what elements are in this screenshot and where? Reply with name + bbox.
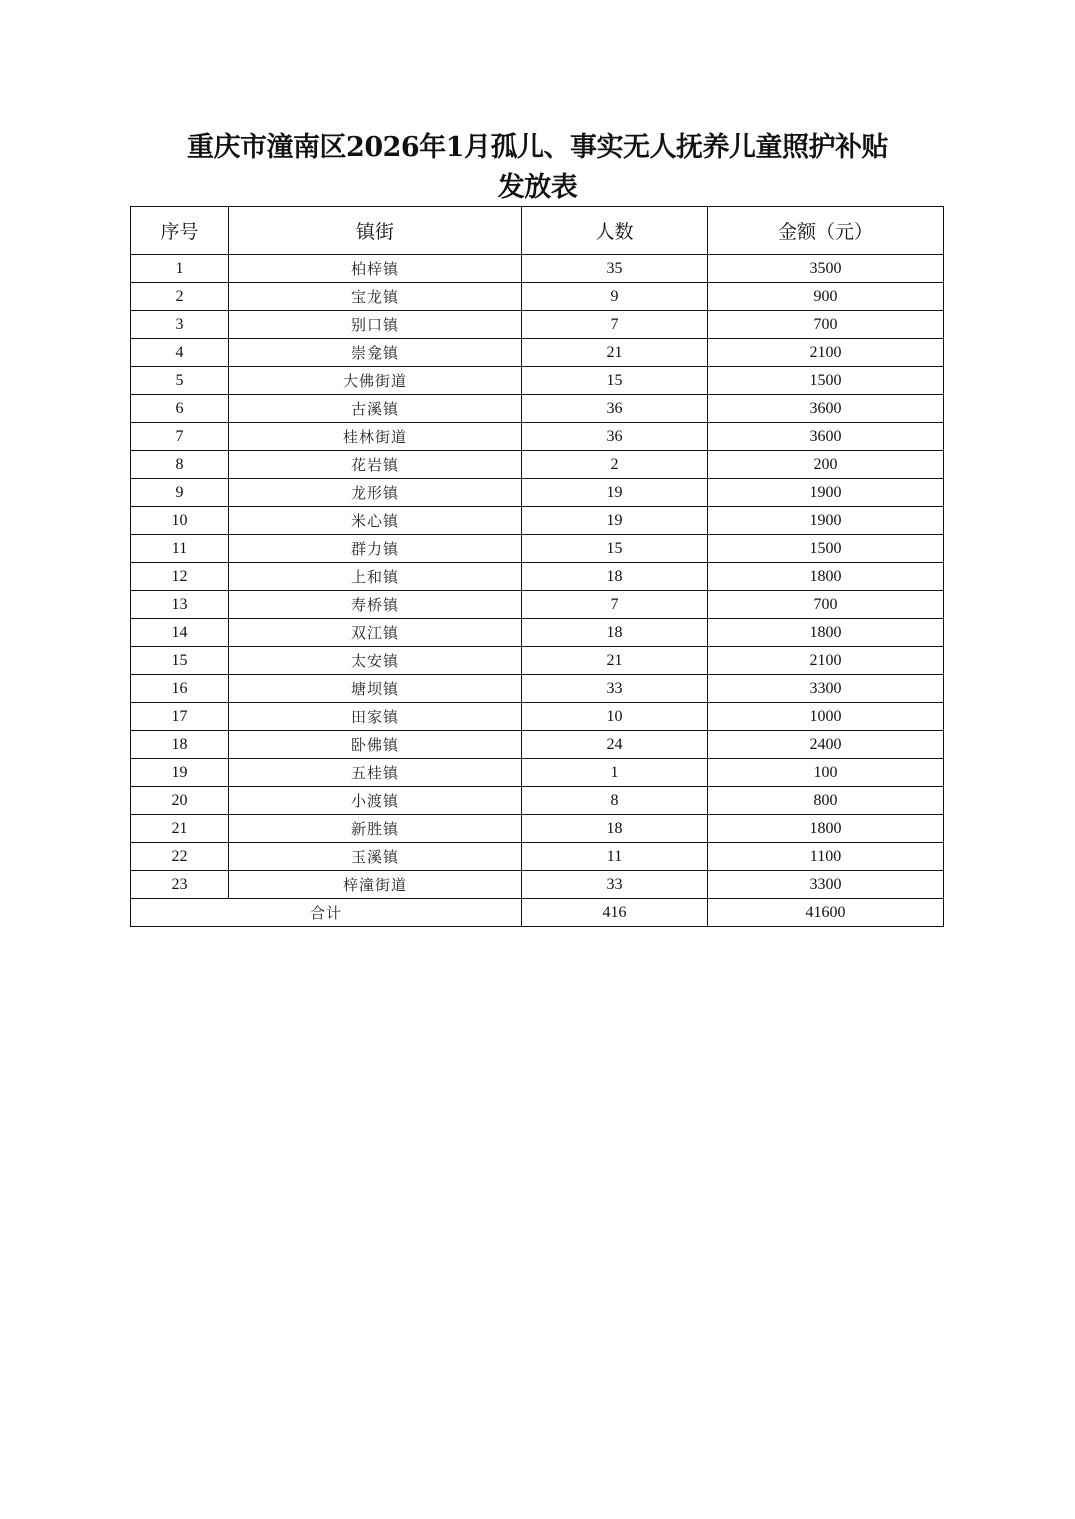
cell-amount: 800 xyxy=(708,787,944,815)
cell-no: 1 xyxy=(131,255,229,283)
cell-town: 卧佛镇 xyxy=(229,731,522,759)
cell-amount: 3300 xyxy=(708,675,944,703)
cell-count: 36 xyxy=(522,395,708,423)
cell-amount: 1800 xyxy=(708,563,944,591)
cell-amount: 700 xyxy=(708,591,944,619)
cell-town: 寿桥镇 xyxy=(229,591,522,619)
cell-count: 10 xyxy=(522,703,708,731)
table-row xyxy=(131,479,944,507)
title-line-2: 发放表 xyxy=(497,172,578,203)
table-row xyxy=(131,507,944,535)
cell-no: 11 xyxy=(131,535,229,563)
cell-count: 19 xyxy=(522,507,708,535)
table-row xyxy=(131,339,944,367)
cell-amount: 1800 xyxy=(708,619,944,647)
cell-amount: 100 xyxy=(708,759,944,787)
cell-amount: 1900 xyxy=(708,507,944,535)
table-row xyxy=(131,759,944,787)
cell-count: 15 xyxy=(522,535,708,563)
cell-no: 13 xyxy=(131,591,229,619)
cell-count: 33 xyxy=(522,675,708,703)
cell-amount: 900 xyxy=(708,283,944,311)
table-row xyxy=(131,367,944,395)
cell-count: 7 xyxy=(522,311,708,339)
cell-no: 14 xyxy=(131,619,229,647)
header-count: 人数 xyxy=(522,207,708,255)
cell-no: 22 xyxy=(131,843,229,871)
total-row xyxy=(131,899,944,927)
cell-amount: 200 xyxy=(708,451,944,479)
cell-no: 6 xyxy=(131,395,229,423)
cell-town: 米心镇 xyxy=(229,507,522,535)
document-title xyxy=(0,128,1075,208)
cell-amount: 1900 xyxy=(708,479,944,507)
cell-no: 7 xyxy=(131,423,229,451)
cell-amount: 1500 xyxy=(708,367,944,395)
table-row xyxy=(131,815,944,843)
cell-no: 23 xyxy=(131,871,229,899)
cell-town: 双江镇 xyxy=(229,619,522,647)
table-body xyxy=(131,255,944,899)
cell-amount: 700 xyxy=(708,311,944,339)
table-row xyxy=(131,423,944,451)
cell-count: 7 xyxy=(522,591,708,619)
header-no: 序号 xyxy=(131,207,229,255)
cell-town: 田家镇 xyxy=(229,703,522,731)
cell-amount: 2100 xyxy=(708,647,944,675)
title-line-1: 重庆市潼南区2026年1月孤儿、事实无人抚养儿童照护补贴 xyxy=(187,132,888,163)
cell-town: 玉溪镇 xyxy=(229,843,522,871)
cell-town: 柏梓镇 xyxy=(229,255,522,283)
table-row xyxy=(131,619,944,647)
cell-no: 20 xyxy=(131,787,229,815)
cell-count: 2 xyxy=(522,451,708,479)
table-row xyxy=(131,787,944,815)
cell-town: 古溪镇 xyxy=(229,395,522,423)
cell-count: 21 xyxy=(522,339,708,367)
total-amount: 41600 xyxy=(708,899,944,927)
cell-no: 17 xyxy=(131,703,229,731)
cell-amount: 3500 xyxy=(708,255,944,283)
cell-count: 18 xyxy=(522,563,708,591)
cell-amount: 2400 xyxy=(708,731,944,759)
cell-no: 19 xyxy=(131,759,229,787)
cell-town: 梓潼街道 xyxy=(229,871,522,899)
cell-town: 上和镇 xyxy=(229,563,522,591)
table-header-row xyxy=(131,207,944,255)
cell-no: 21 xyxy=(131,815,229,843)
cell-amount: 3600 xyxy=(708,423,944,451)
cell-town: 五桂镇 xyxy=(229,759,522,787)
cell-count: 33 xyxy=(522,871,708,899)
cell-count: 18 xyxy=(522,619,708,647)
table-row xyxy=(131,591,944,619)
cell-town: 大佛街道 xyxy=(229,367,522,395)
table-row xyxy=(131,451,944,479)
table-row xyxy=(131,283,944,311)
subsidy-table xyxy=(130,206,944,927)
cell-amount: 1100 xyxy=(708,843,944,871)
cell-no: 18 xyxy=(131,731,229,759)
cell-count: 8 xyxy=(522,787,708,815)
cell-count: 35 xyxy=(522,255,708,283)
cell-town: 新胜镇 xyxy=(229,815,522,843)
cell-no: 5 xyxy=(131,367,229,395)
header-amount: 金额（元） xyxy=(708,207,944,255)
cell-count: 36 xyxy=(522,423,708,451)
cell-town: 花岩镇 xyxy=(229,451,522,479)
cell-no: 2 xyxy=(131,283,229,311)
cell-amount: 1800 xyxy=(708,815,944,843)
table-row xyxy=(131,843,944,871)
cell-town: 塘坝镇 xyxy=(229,675,522,703)
cell-town: 别口镇 xyxy=(229,311,522,339)
cell-no: 3 xyxy=(131,311,229,339)
cell-no: 8 xyxy=(131,451,229,479)
table-row xyxy=(131,871,944,899)
table-row xyxy=(131,255,944,283)
cell-count: 19 xyxy=(522,479,708,507)
header-town: 镇街 xyxy=(229,207,522,255)
cell-count: 15 xyxy=(522,367,708,395)
cell-no: 15 xyxy=(131,647,229,675)
cell-no: 9 xyxy=(131,479,229,507)
cell-amount: 1000 xyxy=(708,703,944,731)
table-row xyxy=(131,311,944,339)
table-row xyxy=(131,731,944,759)
total-count: 416 xyxy=(522,899,708,927)
cell-town: 太安镇 xyxy=(229,647,522,675)
total-label: 合计 xyxy=(131,899,522,927)
cell-amount: 1500 xyxy=(708,535,944,563)
table-row xyxy=(131,535,944,563)
cell-amount: 3600 xyxy=(708,395,944,423)
cell-amount: 3300 xyxy=(708,871,944,899)
cell-count: 1 xyxy=(522,759,708,787)
cell-town: 崇龛镇 xyxy=(229,339,522,367)
table-row xyxy=(131,675,944,703)
table-row xyxy=(131,395,944,423)
cell-town: 小渡镇 xyxy=(229,787,522,815)
cell-count: 24 xyxy=(522,731,708,759)
cell-no: 16 xyxy=(131,675,229,703)
cell-count: 21 xyxy=(522,647,708,675)
cell-town: 桂林街道 xyxy=(229,423,522,451)
table-row xyxy=(131,563,944,591)
cell-town: 龙形镇 xyxy=(229,479,522,507)
table-row xyxy=(131,647,944,675)
cell-count: 18 xyxy=(522,815,708,843)
cell-amount: 2100 xyxy=(708,339,944,367)
table-row xyxy=(131,703,944,731)
cell-no: 4 xyxy=(131,339,229,367)
cell-town: 宝龙镇 xyxy=(229,283,522,311)
cell-count: 11 xyxy=(522,843,708,871)
cell-town: 群力镇 xyxy=(229,535,522,563)
cell-no: 12 xyxy=(131,563,229,591)
cell-count: 9 xyxy=(522,283,708,311)
cell-no: 10 xyxy=(131,507,229,535)
